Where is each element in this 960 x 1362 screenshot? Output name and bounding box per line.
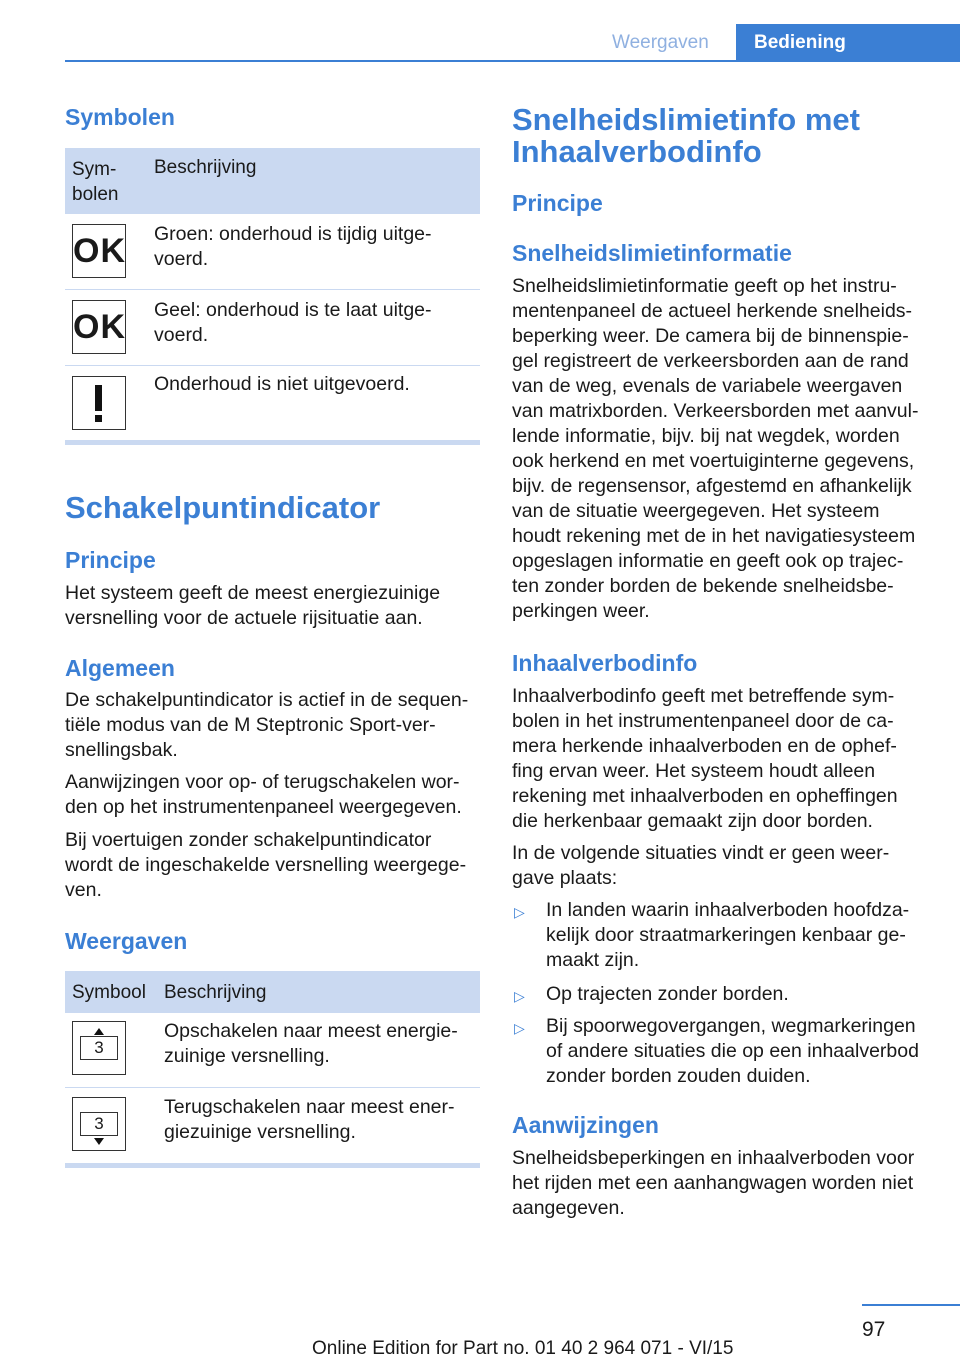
gear-table-col1: Symbool — [72, 982, 146, 1003]
aanwijzingen-text: Snelheidsbeperkingen en inhaalverboden voor het rijden met een aanhangwagen worden niet aangegeven. — [512, 1147, 915, 1219]
bullet-text: In landen waarin inhaalverboden hoofdza- kelijk door straatmarkeringen kenbaar ge- maakt zijn. — [546, 899, 910, 971]
ok-green-icon: OK — [72, 224, 126, 278]
row-description: Geel: onderhoud is te laat uitge- voerd. — [154, 299, 432, 346]
bullet-icon: ▷ — [514, 1020, 525, 1036]
row-description: Terugschakelen naar meest ener- giezuinige versnelling. — [164, 1096, 455, 1143]
row-divider — [65, 1087, 480, 1088]
row-divider — [65, 289, 480, 290]
gear-frame — [80, 1036, 118, 1060]
principe-heading-right: Principe — [512, 190, 603, 216]
header-tab-bediening: Bediening — [736, 24, 960, 62]
page-title: Snelheidslimietinfo met Inhaalverbodinfo — [512, 102, 860, 169]
algemeen-paragraph-1: De schakelpuntindicator is actief in de sequen- tiële modus van de M Steptronic Sport-ver- snellingsbak. — [65, 689, 469, 761]
algemeen-heading: Algemeen — [65, 655, 175, 681]
bullet-icon: ▷ — [514, 904, 525, 920]
sli-text: Snelheidslimietinformatie geeft op het instru- mentenpaneel de actueel herkende snelheids- beperking weer. De camera bij de binnenspie- gel registreert de verkeersborden aan de rand van de weg, evenals de variabele weergaven van matrixborden. Verkeersborden met aanvul- lende informatie, bijv. bij nat wegdek, worden ook herkend en met voertuiginterne gegevens, bijv. de regensensor, afgestemd en afhankelijk van de situatie weergegeven. Het systeem houdt rekening met de in het navigatiesysteem opgeslagen informatie en geeft ook op trajec- ten zonder borden de bekende snelheidsbe- perkingen weer. — [512, 275, 919, 622]
sli-heading: Snelheidslimietinformatie — [512, 240, 792, 266]
exclamation-dot — [95, 415, 102, 422]
row-description: Onderhoud is niet uitgevoerd. — [154, 373, 410, 395]
row-divider — [65, 365, 480, 366]
bullet-text: Bij spoorwegovergangen, wegmarkeringen of andere situaties die op een inhaalverbod zonder borden zouden duiden. — [546, 1015, 919, 1087]
gear-table-col2: Beschrijving — [164, 982, 267, 1003]
symbolen-heading: Symbolen — [65, 104, 175, 130]
gear-number: 3 — [94, 1114, 104, 1133]
gear-up-icon — [72, 1021, 126, 1075]
schakelpunt-heading: Schakelpuntindicator — [65, 490, 381, 525]
symbol-table-col2: Beschrijving — [154, 157, 257, 178]
gear-number: 3 — [94, 1038, 104, 1057]
row-description: Opschakelen naar meest energie- zuinige versnelling. — [164, 1020, 458, 1067]
symbol-table-header — [65, 148, 480, 214]
inhaal-heading: Inhaalverbodinfo — [512, 650, 698, 676]
footer-rule — [862, 1304, 960, 1306]
aanwijzingen-heading: Aanwijzingen — [512, 1112, 659, 1138]
exclamation-bar — [95, 385, 102, 411]
algemeen-paragraph-2: Aanwijzingen voor op- of terugschakelen wor- den op het instrumentenpaneel weergegeven. — [65, 771, 462, 818]
symbol-table-col1: Sym- bolen — [72, 159, 119, 205]
inhaal-text: Inhaalverbodinfo geeft met betreffende sym- bolen in het instrumentenpaneel door de ca- mera herkende inhaalverboden en de ophef- fing ervan weer. Het systeem houdt alleen rekening met inhaalverboden en opheffingen die herkenbaar gemaakt zijn door borden. — [512, 685, 898, 832]
algemeen-paragraph-3: Bij voertuigen zonder schakelpuntindicator wordt de ingeschakelde versnelling weergege- ven. — [65, 829, 467, 901]
principe-text-left: Het systeem geeft de meest energiezuinige versnelling voor de actuele rijsituatie aan. — [65, 582, 441, 629]
edition-note: Online Edition for Part no. 01 40 2 964 071 - VI/15 — [312, 1338, 734, 1359]
row-description: Groen: onderhoud is tijdig uitge- voerd. — [154, 223, 432, 270]
exclamation-icon — [72, 376, 126, 430]
ok-yellow-icon: OK — [72, 300, 126, 354]
bullet-text: Op trajecten zonder borden. — [546, 983, 789, 1005]
page-number: 97 — [862, 1318, 886, 1341]
bullet-icon: ▷ — [514, 988, 525, 1004]
header-rule — [65, 60, 960, 62]
arrow-up-icon — [94, 1028, 104, 1036]
weergaven-heading: Weergaven — [65, 928, 188, 954]
principe-heading-left: Principe — [65, 547, 156, 573]
header-tab-weergaven: Weergaven — [612, 32, 709, 53]
situaties-text: In de volgende situaties vindt er geen weer- gave plaats: — [512, 842, 890, 889]
gear-frame — [80, 1112, 118, 1136]
table-end-rule — [65, 1163, 480, 1168]
gear-down-icon — [72, 1097, 126, 1151]
gear-table-header — [65, 971, 480, 1013]
arrow-down-icon — [94, 1138, 104, 1146]
table-end-rule — [65, 440, 480, 445]
